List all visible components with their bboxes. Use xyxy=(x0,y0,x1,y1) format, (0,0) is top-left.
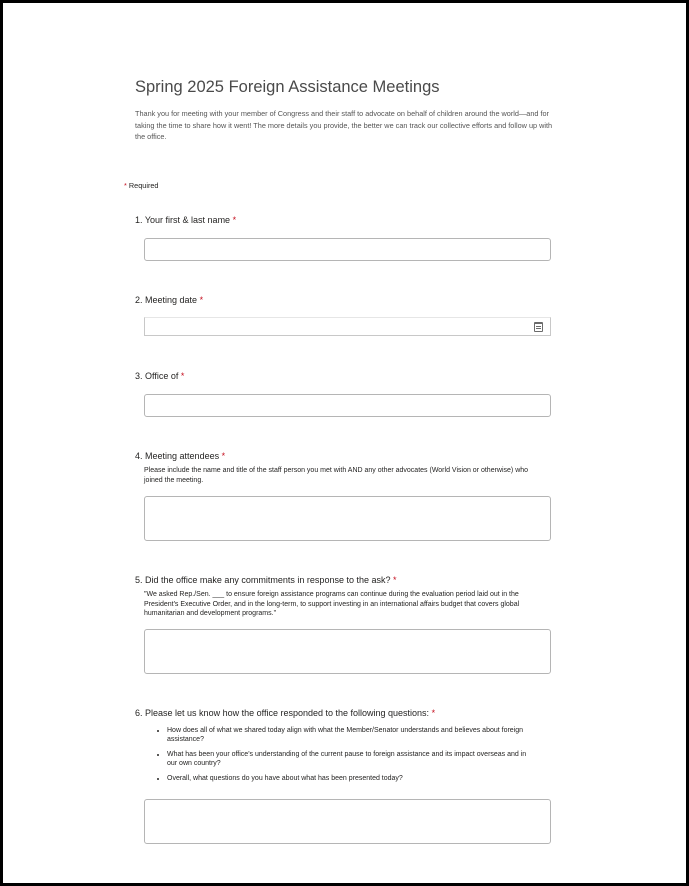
question-number: 6. xyxy=(135,708,143,718)
question-label: Meeting attendees xyxy=(145,451,220,461)
question-6-title xyxy=(135,708,435,718)
question-5-subtitle: "We asked Rep./Sen. ___ to ensure foreign assistance programs can continue during the evaluation period laid out in the President's Executive Order, and in the long-term, to support investing in an international affairs budget that covers global humanitarian and development programs." xyxy=(144,591,520,617)
required-star: * xyxy=(232,215,237,225)
question-label: Meeting date xyxy=(145,295,198,305)
bullet-item: • How does all of what we shared today align with what the Member/Senator understands and believes about foreign assistance? xyxy=(167,726,537,744)
question-6-bullet-list xyxy=(157,726,537,789)
attendees-textarea[interactable] xyxy=(144,496,551,541)
form-title: Spring 2025 Foreign Assistance Meetings xyxy=(135,78,440,96)
calendar-icon[interactable] xyxy=(534,322,543,332)
office-input[interactable] xyxy=(144,394,551,417)
question-number: 5. xyxy=(135,575,143,585)
question-5-title xyxy=(135,575,397,585)
question-4-title xyxy=(135,451,225,461)
question-label: Did the office make any commitments in response to the ask? xyxy=(145,575,391,585)
required-star: * xyxy=(124,181,127,190)
question-number: 1. xyxy=(135,215,143,225)
question-number: 4. xyxy=(135,451,143,461)
bullet-item: • Overall, what questions do you have about what has been presented today? xyxy=(167,774,537,783)
commitments-textarea[interactable] xyxy=(144,629,551,674)
question-label: Please let us know how the office responded to the following questions: xyxy=(145,708,430,718)
question-number: 2. xyxy=(135,295,143,305)
question-number: 3. xyxy=(135,371,143,381)
name-input[interactable] xyxy=(144,238,551,261)
form-description: Thank you for meeting with your member of Congress and their staff to advocate on behalf of children around the world—and for taking the time to share how it went! The more details you provide, the better we can track our collective efforts and follow up with the office. xyxy=(135,109,553,141)
required-star: * xyxy=(431,708,436,718)
question-3-title xyxy=(135,371,184,381)
required-star: * xyxy=(199,295,204,305)
question-label: Your first & last name xyxy=(144,215,231,225)
bullet-item: • What has been your office's understanding of the current pause to foreign assistance and its impact overseas and in our own country? xyxy=(167,750,537,768)
question-2-title xyxy=(135,295,203,305)
meeting-date-input[interactable] xyxy=(144,317,551,336)
required-label: Required xyxy=(128,181,159,190)
question-4-subtitle: Please include the name and title of the staff person you met with AND any other advocates (World Vision or otherwise) who joined the meeting. xyxy=(144,467,529,484)
question-1-title xyxy=(135,215,236,225)
required-note xyxy=(124,181,159,190)
question-label: Office of xyxy=(145,371,179,381)
required-star: * xyxy=(180,371,185,381)
required-star: * xyxy=(221,451,226,461)
required-star: * xyxy=(393,575,397,585)
office-response-textarea[interactable] xyxy=(144,799,551,844)
